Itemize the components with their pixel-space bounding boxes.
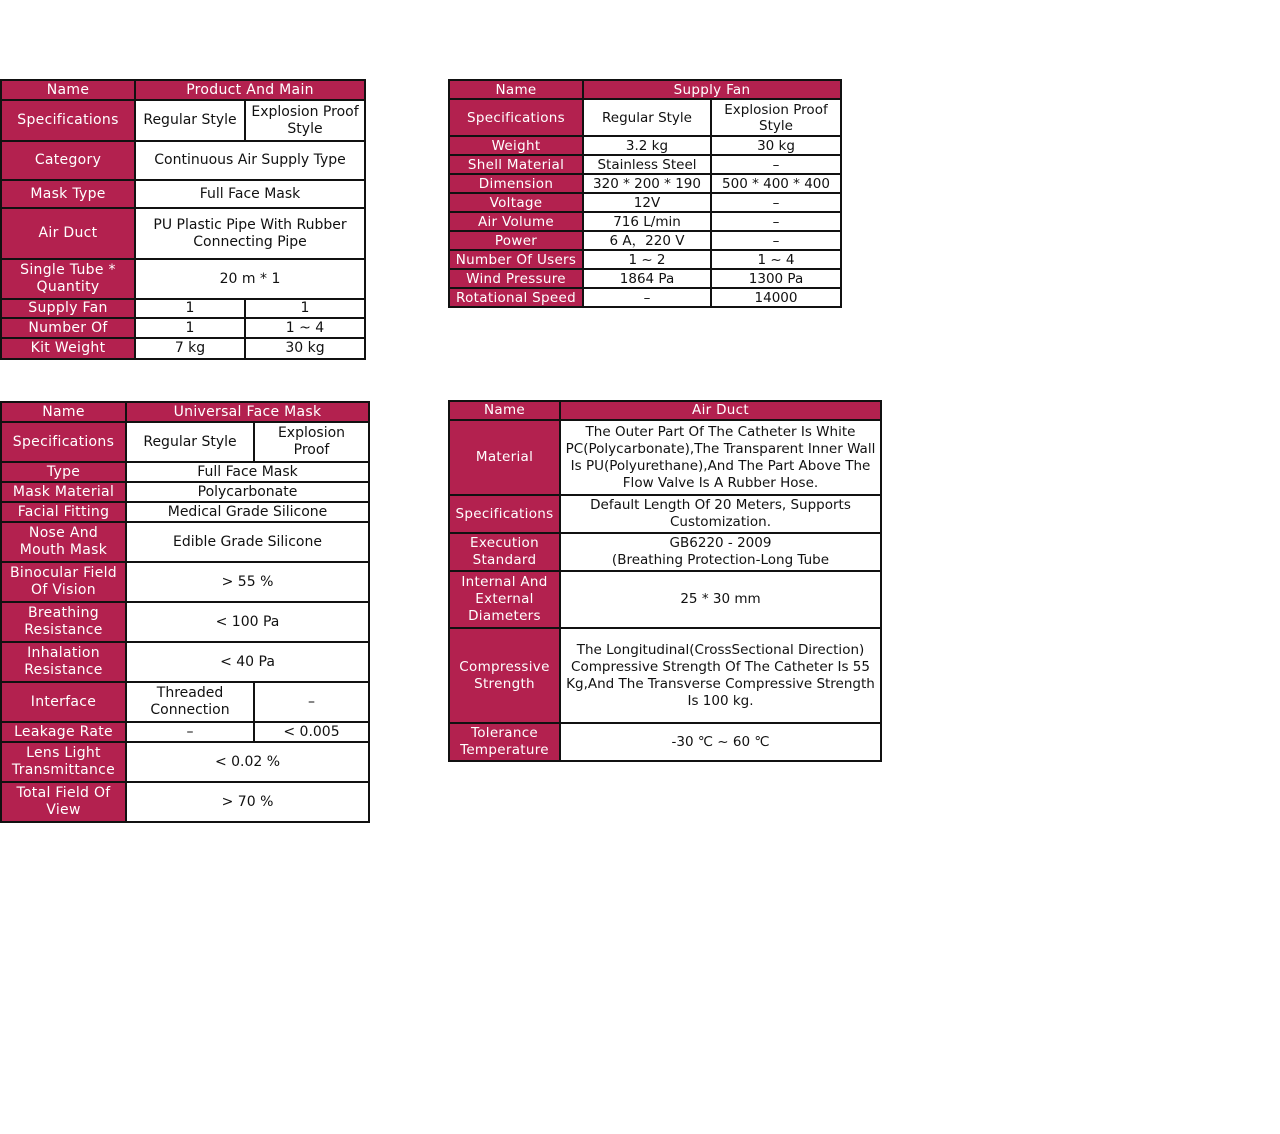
number-of-regular: 1 (135, 318, 245, 338)
row-label-material: Material (449, 420, 560, 495)
dimension-explosion: 500 * 400 * 400 (711, 174, 841, 193)
row-label-specifications: Specifications (1, 422, 126, 462)
row-label-execution-standard: Execution Standard (449, 533, 560, 571)
row-label-binocular: Binocular Field Of Vision (1, 562, 126, 602)
row-label-tolerance-temperature: Tolerance Temperature (449, 723, 560, 761)
interface-explosion: – (254, 682, 369, 722)
row-label-rotational-speed: Rotational Speed (449, 288, 583, 307)
specifications-value: Default Length Of 20 Meters, Supports Customization. (560, 495, 881, 533)
row-label-compressive-strength: Compressive Strength (449, 628, 560, 723)
supply-fan-table (448, 79, 842, 308)
row-label-number-of: Number Of (1, 318, 135, 338)
shell-material-regular: Stainless Steel (583, 155, 711, 174)
diameters-value: 25 * 30 mm (560, 571, 881, 628)
row-label-weight: Weight (449, 136, 583, 155)
number-of-explosion: 1 ~ 4 (245, 318, 365, 338)
number-of-users-regular: 1 ~ 2 (583, 250, 711, 269)
mask-material-value: Polycarbonate (126, 482, 369, 502)
material-value: The Outer Part Of The Catheter Is White PC(Polycarbonate),The Transparent Inner Wall Is PU(Polyurethane),And The Part Above The Flow Valve Is A Rubber Hose. (560, 420, 881, 495)
leakage-explosion: < 0.005 (254, 722, 369, 742)
row-label-specifications: Specifications (449, 495, 560, 533)
spec-explosion-proof-style: Explosion Proof Style (711, 99, 841, 136)
category-value: Continuous Air Supply Type (135, 141, 365, 180)
row-label-inhalation: Inhalation Resistance (1, 642, 126, 682)
air-duct-value: PU Plastic Pipe With Rubber Connecting Pipe (135, 208, 365, 259)
air-volume-explosion: – (711, 212, 841, 231)
number-of-users-explosion: 1 ~ 4 (711, 250, 841, 269)
rotational-speed-regular: – (583, 288, 711, 307)
row-label-diameters: Internal And External Diameters (449, 571, 560, 628)
compressive-strength-value: The Longitudinal(CrossSectional Direction) Compressive Strength Of The Catheter Is 55 Kg,And The Transverse Compressive Strength Is 100 kg. (560, 628, 881, 723)
interface-regular: Threaded Connection (126, 682, 254, 722)
binocular-value: > 55 % (126, 562, 369, 602)
row-label-wind-pressure: Wind Pressure (449, 269, 583, 288)
header-product-name: Product And Main (135, 80, 365, 100)
row-label-facial-fitting: Facial Fitting (1, 502, 126, 522)
spec-regular-style: Regular Style (126, 422, 254, 462)
supply-fan-regular: 1 (135, 299, 245, 318)
rotational-speed-explosion: 14000 (711, 288, 841, 307)
header-face-mask: Universal Face Mask (126, 402, 369, 422)
row-label-kit-weight: Kit Weight (1, 338, 135, 359)
facial-fitting-value: Medical Grade Silicone (126, 502, 369, 522)
single-tube-value: 20 m * 1 (135, 259, 365, 299)
air-duct-table (448, 400, 882, 762)
row-label-breathing: Breathing Resistance (1, 602, 126, 642)
kit-weight-regular: 7 kg (135, 338, 245, 359)
row-label-type: Type (1, 462, 126, 482)
row-label-dimension: Dimension (449, 174, 583, 193)
breathing-value: < 100 Pa (126, 602, 369, 642)
header-name-label: Name (1, 402, 126, 422)
shell-material-explosion: – (711, 155, 841, 174)
mask-type-value: Full Face Mask (135, 180, 365, 208)
header-supply-fan: Supply Fan (583, 80, 841, 99)
spec-explosion-proof-style: Explosion Proof Style (245, 100, 365, 141)
spec-regular-style: Regular Style (583, 99, 711, 136)
header-air-duct: Air Duct (560, 401, 881, 420)
lens-transmittance-value: < 0.02 % (126, 742, 369, 782)
voltage-explosion: – (711, 193, 841, 212)
wind-pressure-explosion: 1300 Pa (711, 269, 841, 288)
row-label-specifications: Specifications (1, 100, 135, 141)
row-label-power: Power (449, 231, 583, 250)
wind-pressure-regular: 1864 Pa (583, 269, 711, 288)
row-label-supply-fan: Supply Fan (1, 299, 135, 318)
row-label-number-of-users: Number Of Users (449, 250, 583, 269)
row-label-mask-type: Mask Type (1, 180, 135, 208)
voltage-regular: 12V (583, 193, 711, 212)
execution-standard-line1: GB6220 - 2009 (669, 535, 772, 551)
row-label-shell-material: Shell Material (449, 155, 583, 174)
row-label-air-volume: Air Volume (449, 212, 583, 231)
row-label-total-fov: Total Field Of View (1, 782, 126, 822)
row-label-interface: Interface (1, 682, 126, 722)
row-label-specifications: Specifications (449, 99, 583, 136)
air-volume-regular: 716 L/min (583, 212, 711, 231)
row-label-mask-material: Mask Material (1, 482, 126, 502)
execution-standard-value (560, 533, 881, 571)
total-fov-value: > 70 % (126, 782, 369, 822)
header-name-label: Name (449, 401, 560, 420)
spec-regular-style: Regular Style (135, 100, 245, 141)
nose-mouth-value: Edible Grade Silicone (126, 522, 369, 562)
row-label-lens-transmittance: Lens Light Transmittance (1, 742, 126, 782)
dimension-regular: 320 * 200 * 190 (583, 174, 711, 193)
row-label-voltage: Voltage (449, 193, 583, 212)
row-label-category: Category (1, 141, 135, 180)
row-label-single-tube: Single Tube * Quantity (1, 259, 135, 299)
weight-regular: 3.2 kg (583, 136, 711, 155)
execution-standard-line2: (Breathing Protection-Long Tube (611, 552, 830, 568)
header-name-label: Name (1, 80, 135, 100)
supply-fan-explosion: 1 (245, 299, 365, 318)
spec-explosion-proof: Explosion Proof (254, 422, 369, 462)
face-mask-table (0, 401, 370, 823)
row-label-leakage: Leakage Rate (1, 722, 126, 742)
inhalation-value: < 40 Pa (126, 642, 369, 682)
product-spec-table (0, 79, 366, 360)
type-value: Full Face Mask (126, 462, 369, 482)
header-name-label: Name (449, 80, 583, 99)
weight-explosion: 30 kg (711, 136, 841, 155)
tolerance-temperature-value: -30 ℃ ~ 60 ℃ (560, 723, 881, 761)
power-explosion: – (711, 231, 841, 250)
row-label-nose-mouth: Nose And Mouth Mask (1, 522, 126, 562)
power-regular: 6 A，220 V (583, 231, 711, 250)
row-label-air-duct: Air Duct (1, 208, 135, 259)
leakage-regular: – (126, 722, 254, 742)
kit-weight-explosion: 30 kg (245, 338, 365, 359)
